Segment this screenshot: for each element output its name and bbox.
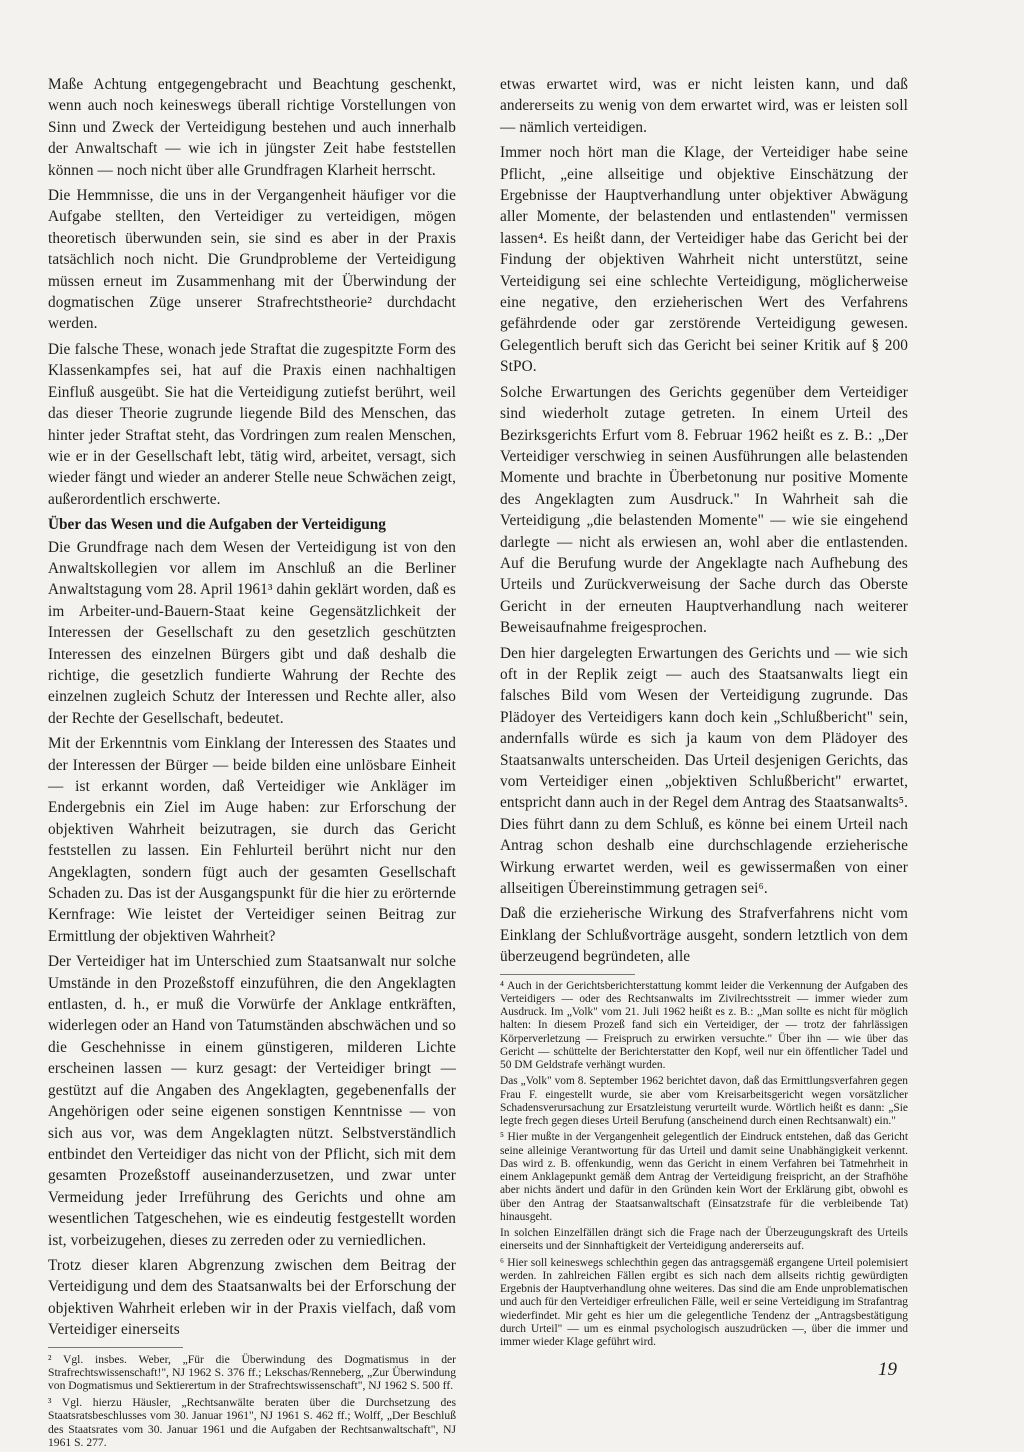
footnote-divider bbox=[48, 1347, 183, 1348]
footnote: ⁵ Hier mußte in der Vergangenheit gelegentlich der Eindruck entstehen, daß das Gericht seine alleinige Verantwortung für das Urteil und damit seine Unabhängigkeit verkennt. Das wird z. B. offenkundig, wenn das Gericht in einem Verfahren bei Tatmehrheit in einem Anklagepunkt gemäß dem Antrag der Verteidigung freispricht, an der Strafhöhe aber nichts ändert und dafür in den Gründen kein Wort der Erklärung gibt, obwohl es über den Antrag der Staatsanwaltschaft (Einsatzstrafe für die verbleibende Tat) hinausgeht. bbox=[500, 1131, 908, 1223]
footnote: ² Vgl. insbes. Weber, „Für die Überwindung des Dogmatismus in der Strafrechtswissenschaft!", NJ 1962 S. 376 ff.; Lekschas/Renneberg, „Zur Überwindung von Dogmatismus und Sektierertum in der Strafrechtswissenschaft", NJ 1962 S. 500 ff. bbox=[48, 1352, 456, 1393]
footnote: In solchen Einzelfällen drängt sich die Frage nach der Überzeugungskraft des Urteils einerseits und der Sinnhaftigkeit der Verteidigung andererseits auf. bbox=[500, 1227, 908, 1253]
paragraph: Die Hemmnisse, die uns in der Vergangenheit häufiger vor die Aufgabe stellten, den Verteidiger zu verteidigen, mögen theoretisch überwunden sein, sie sind es aber in der Praxis tatsächlich noch nicht. Die Grundprobleme der Verteidigung müssen erneut im Zusammenhang mit der Überwindung der dogmatischen Züge unserer Strafrechtstheorie² durchdacht werden. bbox=[48, 187, 456, 333]
page-number: 19 bbox=[878, 1359, 897, 1380]
paragraph: Der Verteidiger hat im Unterschied zum Staatsanwalt nur solche Umstände in den Prozeßstoff einzuführen, die den Angeklagten entlasten, d. h., er muß die Vorwürfe der Anklage entkräften, widerlegen oder an Hand von Tatumständen abschwächen und so die Geschehnisse in einem günstigeren, milderen Lichte erscheinen lassen — kurz gesagt: der Verteidiger bringt — gestützt auf die Angaben des Angeklagten, gegebenenfalls der Angehörigen oder seine eigenen sonstigen Kenntnisse — von sich aus vor, was dem Angeklagten nützt. Selbstverständlich entbindet den Verteidiger das nicht von der Pflicht, sich mit dem gesamten Prozeßstoff auseinanderzusetzen, und zwar unter Vermeidung jeder Irreführung des Gerichts und ohne am wesentlichen Tatgeschehen, wie es eindeutig festgestellt worden ist, vorbeizugehen, dieses zu zerreden oder zu verniedlichen. bbox=[48, 953, 456, 1249]
paragraph: Solche Erwartungen des Gerichts gegenüber dem Verteidiger sind wiederholt zutage getreten. In einem Urteil des Bezirksgerichts Erfurt vom 8. Februar 1962 heißt es z. B.: „Der Verteidiger verschwieg in seinen Ausführungen alle belastenden Momente und brachte in Überbetonung nur positive Momente des Angeklagten zum Ausdruck." In Wahrheit sah die Verteidigung „die belastenden Momente" — wie sie eingehend darlegte — nicht als erwiesen an, wohl aber die entlastenden. Auf die Berufung wurde der Angeklagte nach Aufhebung des Urteils und Zurückverweisung der Sache durch das Oberste Gericht in der erneuten Hauptverhandlung nach weiterer Beweisaufnahme freigesprochen. bbox=[500, 383, 908, 637]
paragraph: Maße Achtung entgegengebracht und Beachtung geschenkt, wenn auch noch keineswegs überall richtige Vorstellungen von Sinn und Zweck der Verteidigung bestehen und auch innerhalb der Anwaltschaft — wie ich in jüngster Zeit habe feststellen können — noch nicht über alle Grundfragen Klarheit herrscht. bbox=[48, 76, 456, 179]
section-heading: Über das Wesen und die Aufgaben der Verteidigung bbox=[48, 516, 386, 534]
footnote: ³ Vgl. hierzu Häusler, „Rechtsanwälte beraten über die Durchsetzung des Staatsratsbeschlusses vom 30. Januar 1961", NJ 1961 S. 462 ff.; Wolff, „Der Beschluß des Staatsrates vom 30. Januar 1961 und die Aufgaben der Rechtsanwaltschaft", NJ 1961 S. 277. bbox=[48, 1395, 456, 1449]
paragraph: Trotz dieser klaren Abgrenzung zwischen dem Beitrag der Verteidigung und dem des Staatsanwalts bei der Erforschung der objektiven Wahrheit erleben wir in der Praxis vielfach, daß vom Verteidiger einerseits bbox=[48, 1256, 456, 1339]
footnote: ⁶ Hier soll keineswegs schlechthin gegen das antragsgemäß ergangene Urteil polemisiert werden. In zahlreichen Fällen ergibt es sich nach dem allseits richtig gewürdigten Ergebnis der Hauptverhandlung ohne weiteres. Das sind die am Ende unproblematischen und auch für den Verteidiger erfreulichen Fälle, weil er seine Verteidigung im Strafantrag wiederfindet. Mir geht es hier um die gelegentliche Tendenz der „Antragsbestätigung durch Urteil" — um es einmal psychologisch auszudrücken —, über die immer und immer wieder Klage geführt wird. bbox=[500, 1256, 908, 1349]
footnote-divider bbox=[500, 974, 635, 975]
paragraph: etwas erwartet wird, was er nicht leisten kann, und daß andererseits zu wenig von dem erwartet wird, was er leisten soll — nämlich verteidigen. bbox=[500, 76, 908, 136]
paragraph: Mit der Erkenntnis vom Einklang der Interessen des Staates und der Interessen der Bürger — beide bilden eine unlösbare Einheit — ist erkannt worden, daß Verteidiger wie Ankläger im Endergebnis ein Ziel im Auge haben: zur Erforschung der objektiven Wahrheit beizutragen, sie durch das Gericht feststellen zu lassen. Ein Fehlurteil berührt nicht nur den Angeklagten, sondern fügt auch der gesamten Gesellschaft Schaden zu. Das ist der Ausgangspunkt für die hier zu erörternde Kernfrage: Wie leistet der Verteidiger seinen Beitrag zur Ermittlung der objektiven Wahrheit? bbox=[48, 735, 456, 945]
footnote: ⁴ Auch in der Gerichtsberichterstattung kommt leider die Verkennung der Aufgaben des Verteidigers — oder des Rechtsanwalts im Zivilrechtsstreit — immer wieder zum Ausdruck. Im „Volk" vom 21. Juli 1962 heißt es z. B.: „Man sollte es nicht für möglich halten: In diesem Prozeß fand sich ein Verteidiger, der — trotz der fahrlässigen Körperverletzung — Freispruch zu erwirken versuchte." Über ihn — wie über das Gericht — schüttelte der Berichterstatter den Kopf, weil nur ein öffentlicher Tadel und 50 DM Geldstrafe verhängt wurden. bbox=[500, 979, 908, 1072]
right-column bbox=[500, 74, 908, 1352]
paragraph: Die falsche These, wonach jede Straftat die zugespitzte Form des Klassenkampfes sei, hat auf die Praxis einen nachhaltigen Einfluß ausgeübt. Sie hat die Verteidigung zutiefst berührt, weil das dieser Theorie zugrunde liegende Bild des Menschen, das hinter jeder Straftat steht, das Vordringen zum realen Menschen, wie er in der Gesellschaft lebt, tätig wird, arbeitet, versagt, sich wieder fängt und wieder an anderer Stelle neue Schwächen zeigt, außerordentlich erschwerte. bbox=[48, 340, 456, 508]
paragraph: Den hier dargelegten Erwartungen des Gerichts und — wie sich oft in der Replik zeigt — auch des Staatsanwalts liegt ein falsches Bild vom Wesen der Verteidigung zugrunde. Das Plädoyer des Verteidigers kann doch kein „Schlußbericht" sein, andernfalls würde es sich ja kaum von dem Plädoyer des Staatsanwalts unterscheiden. Das Urteil desjenigen Gerichts, das vom Verteidiger einen „objektiven Schlußbericht" erwartet, entspricht dann auch in der Regel dem Antrag des Staatsanwalts⁵. Dies führt dann zu dem Schluß, es könne bei einem Urteil nach Antrag schon deshalb eine durchschlagende erzieherische Wirkung erwartet werden, weil es gewissermaßen von einer allseitigen Übereinstimmung getragen sei⁶. bbox=[500, 644, 908, 898]
paragraph: Immer noch hört man die Klage, der Verteidiger habe seine Pflicht, „eine allseitige und objektive Einschätzung der Ergebnisse der Hauptverhandlung unter objektiver Abwägung aller Momente, der belastenden und entlastenden" vermissen lassen⁴. Es heißt dann, der Verteidiger habe das Gericht bei der Findung der objektiven Wahrheit nicht unterstützt, seine Verteidigung sei eine schlechte Verteidigung, möglicherweise eine negative, den erzieherischen Wert des Verfahrens gefährdende oder gar zerstörende Verteidigung gewesen. Gelegentlich beruft sich das Gericht bei seiner Kritik auf § 200 StPO. bbox=[500, 144, 908, 376]
paragraph: Daß die erzieherische Wirkung des Strafverfahrens nicht vom Einklang der Schlußvorträge ausgeht, sondern letztlich von dem überzeugend begründeten, alle bbox=[500, 905, 908, 966]
footnote: Das „Volk" vom 8. September 1962 berichtet davon, daß das Ermittlungsverfahren gegen Frau F. eingestellt wurde, sie aber vom Kreisarbeitsgericht wegen vorsätzlicher Schadensverursachung zur Ersatzleistung verurteilt wurde. Wörtlich heißt es dann: „Sie legte frech gegen dieses Urteil Berufung (anscheinend durch einen Rechtsanwalt) ein." bbox=[500, 1075, 908, 1128]
paragraph: Die Grundfrage nach dem Wesen der Verteidigung ist von den Anwaltskollegien vor allem im Anschluß an die Berliner Anwaltstagung vom 28. April 1961³ dahin geklärt worden, daß es im Arbeiter-und-Bauern-Staat keine Gegensätzlichkeit der Interessen der Gesellschaft zu den gesetzlich geschützten Interessen des einzelnen Bürgers gibt und daß deshalb die richtige, die gesetzlich fundierte Wahrung der Rechte des einzelnen zugleich Schutz der Interessen und Rechte aller, also der Rechte der Gesellschaft, bedeutet. bbox=[48, 538, 456, 727]
left-column bbox=[48, 74, 456, 1452]
